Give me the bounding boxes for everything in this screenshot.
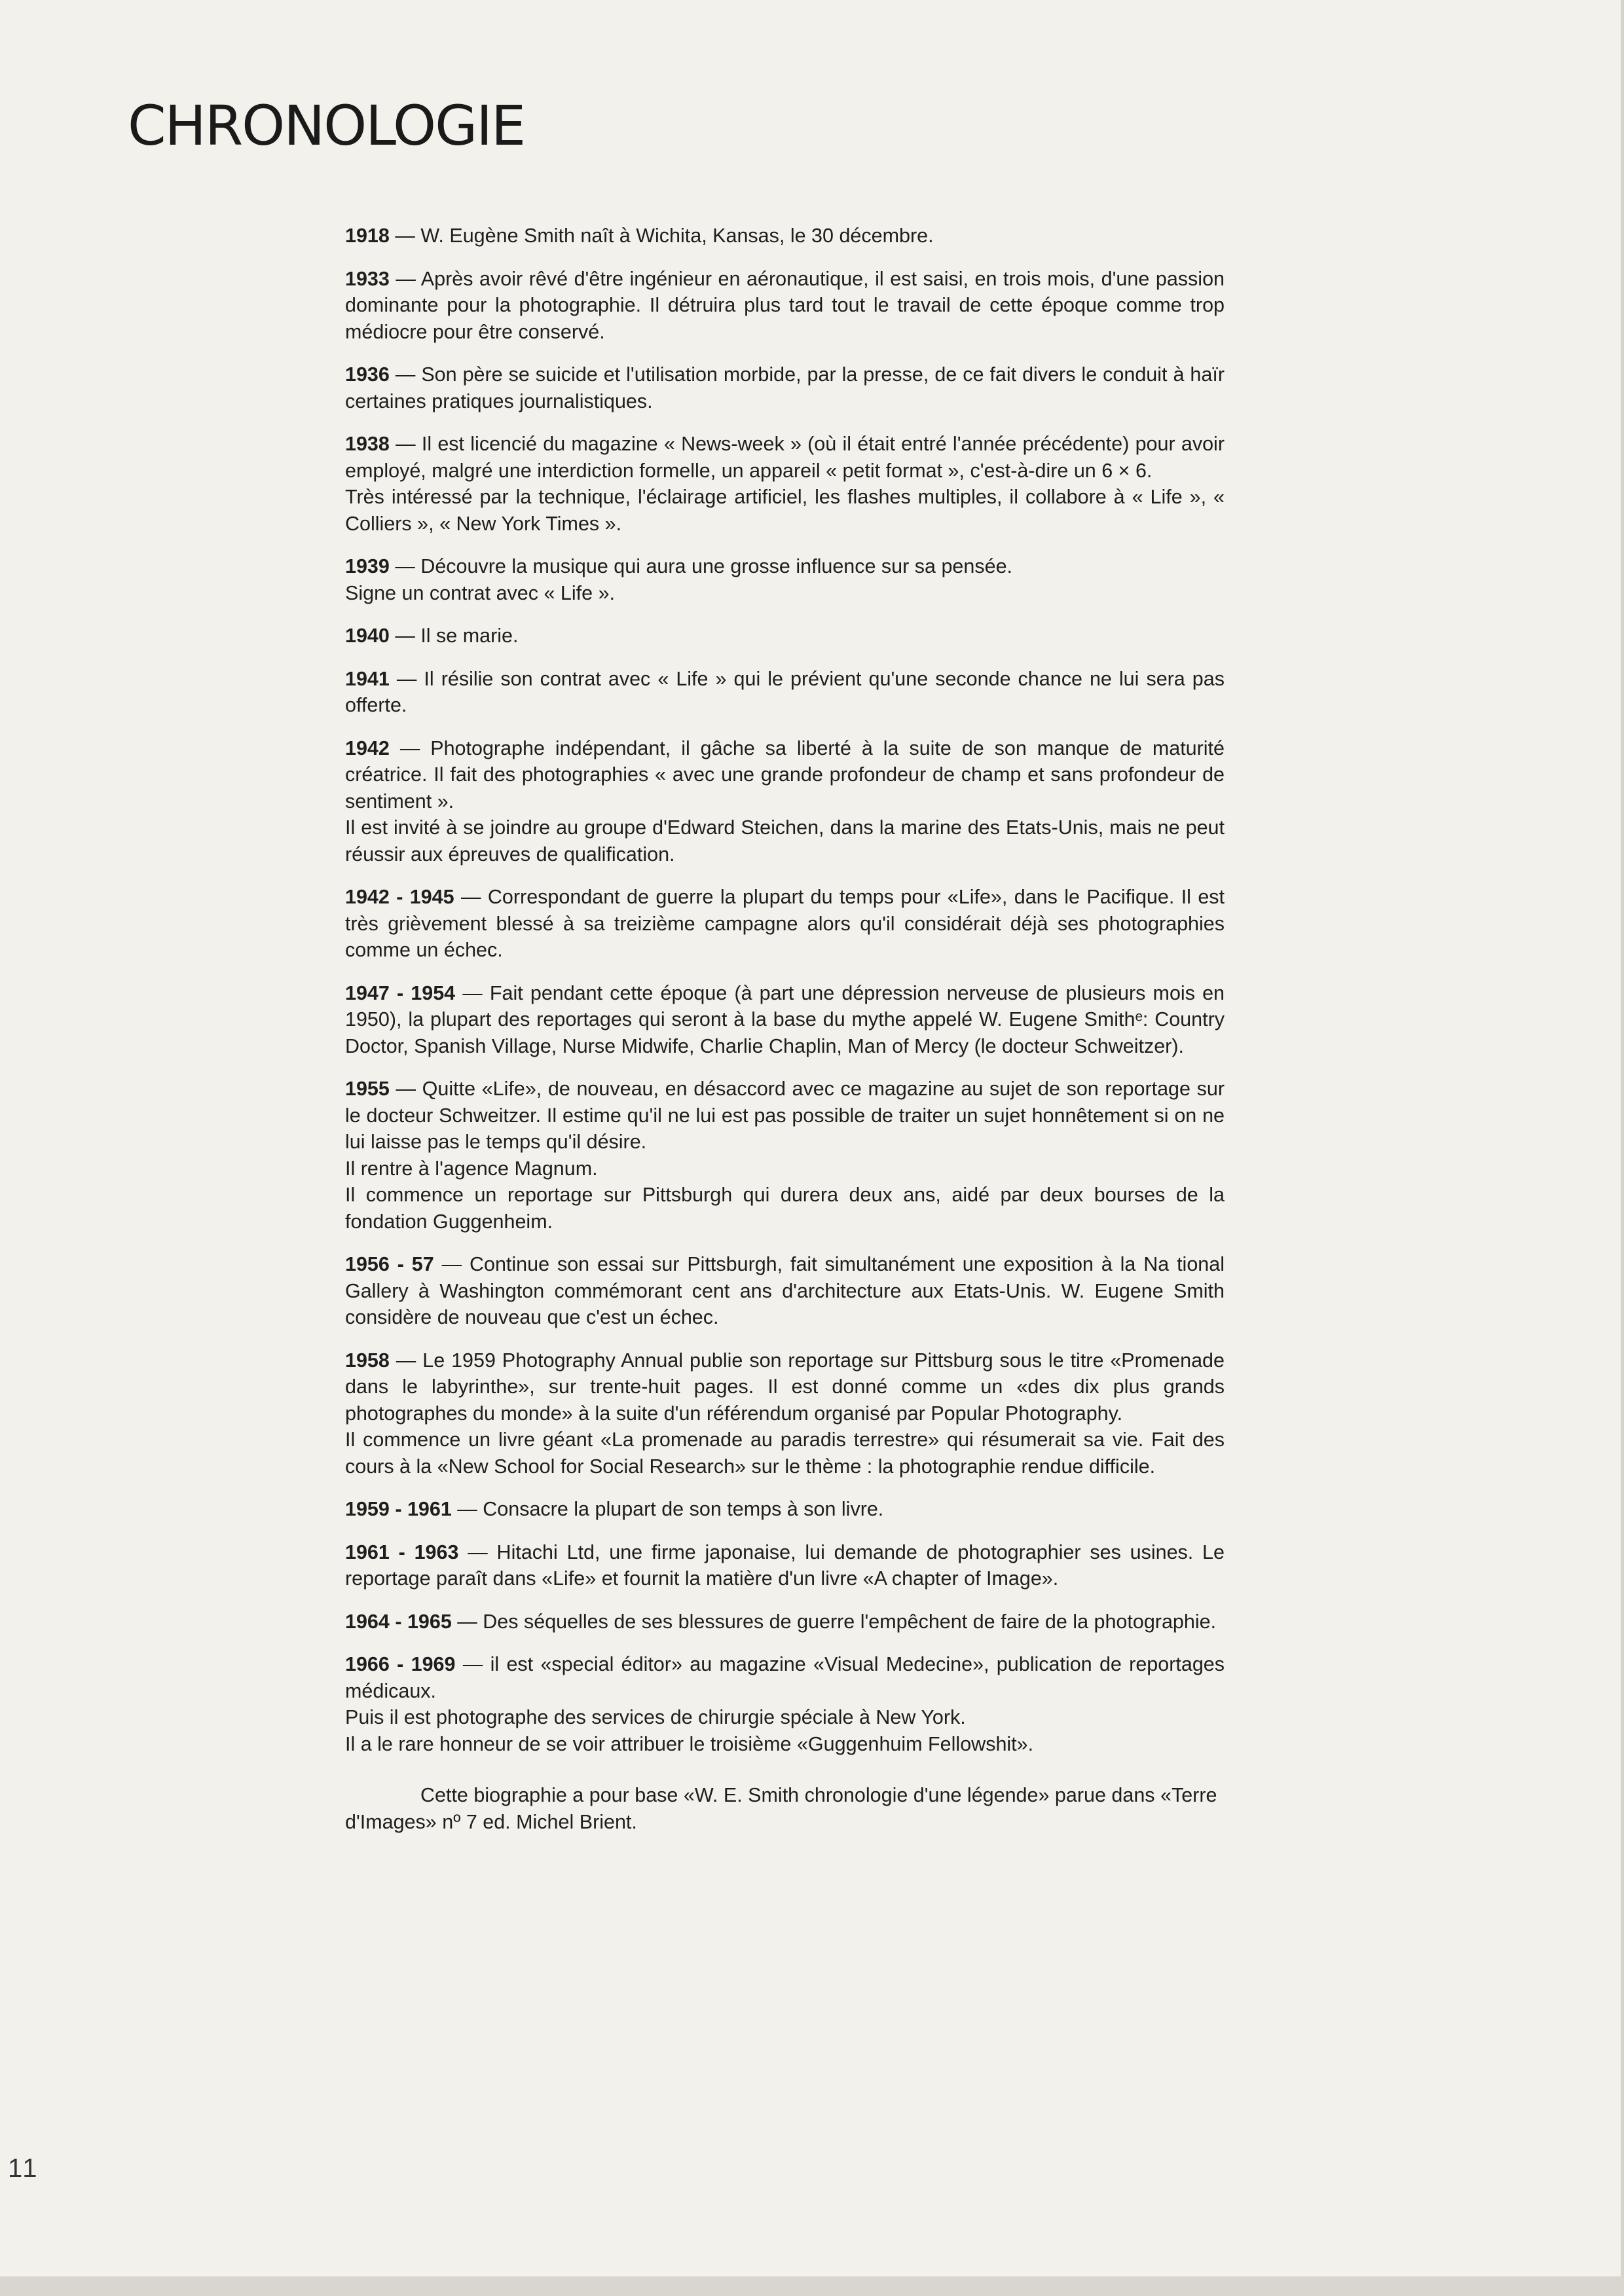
entry-paragraph [345,980,1225,1060]
page-edge-right [1621,0,1624,2296]
entry-paragraph [345,1496,1225,1523]
chronology-entry [345,223,1225,249]
chronology-entry [345,1651,1225,1757]
entry-text: — Après avoir rêvé d'être ingénieur en aéronautique, il est saisi, en trois mois, d'une passion dominante pour la photographie. Il détruira plus tard tout le travail de cette époque comme trop médiocre pour être conservé. [345,267,1225,343]
source-credit: Cette biographie a pour base «W. E. Smith chronologie d'une légende» parue dans «Terre d'Images» nº 7 ed. Michel Brient. [345,1784,1217,1833]
chronology-entry [345,361,1225,414]
chronology-entry [345,1539,1225,1592]
entry-text: — Fait pendant cette époque (à part une dépression nerveuse de plusieurs mois en 1950), la plupart des reportages qui seront à la base du mythe appelé W. Eugene Smithᵉ: Country Doctor, Spanish Village, Nurse Midwife, Charlie Chaplin, Man of Mercy (le docteur Schweitzer). [345,981,1225,1057]
entry-year: 1966 - 1969 [345,1653,456,1675]
entry-paragraph [345,1731,1225,1758]
entry-text: — Quitte «Life», de nouveau, en désaccord avec ce magazine au sujet de son reportage sur le docteur Schweitzer. Il estime qu'il ne lui est pas possible de traiter un sujet honnêtement si on ne lui laisse pas le temps qu'il désire. [345,1078,1225,1153]
entry-year: 1939 [345,555,390,577]
entry-paragraph [345,266,1225,346]
entry-text: — Consacre la plupart de son temps à son livre. [457,1498,884,1520]
chronology-entries [345,223,1225,1757]
chronology-entry [345,980,1225,1060]
chronology-entry [345,884,1225,964]
entry-year: 1955 [345,1078,390,1100]
page-number: 11 [8,2154,39,2183]
entry-paragraph [345,814,1225,867]
entry-year: 1942 - 1945 [345,886,454,908]
entry-text: — Photographe indépendant, il gâche sa liberté à la suite de son manque de maturité créatrice. Il fait des photographies « avec une grande profondeur de champ et sans profondeur de sentiment ». [345,737,1225,812]
entry-text: Puis il est photographe des services de chirurgie spéciale à New York. [345,1706,966,1728]
entry-text: — Le 1959 Photography Annual publie son reportage sur Pittsburg sous le titre «Promenade dans le labyrinthe», sur trente-huit pages. Il est donné comme un «des dix plus grands photographes du monde» à la suite d'un référendum organisé par Popular Photography. [345,1349,1225,1425]
entry-paragraph [345,484,1225,537]
entry-year: 1947 - 1954 [345,981,456,1004]
entry-year: 1933 [345,267,390,290]
entry-year: 1941 [345,667,390,690]
entry-paragraph [345,1251,1225,1331]
entry-text: — Il se marie. [395,625,519,647]
entry-year: 1956 - 57 [345,1253,434,1275]
entry-paragraph [345,553,1225,580]
chronology-entry [345,553,1225,606]
entry-paragraph [345,1427,1225,1480]
entry-text: — Des séquelles de ses blessures de guerre l'empêchent de faire de la photographie. [457,1610,1217,1633]
entry-year: 1958 [345,1349,390,1372]
entry-year: 1961 - 1963 [345,1540,459,1563]
entry-text: — W. Eugène Smith naît à Wichita, Kansas, le 30 décembre. [395,225,934,247]
chronology-entry [345,623,1225,649]
entry-paragraph [345,361,1225,414]
chronology-entry [345,1251,1225,1331]
entry-text: Il rentre à l'agence Magnum. [345,1157,598,1180]
entry-paragraph [345,223,1225,249]
entry-text: — Continue son essai sur Pittsburgh, fait simultanément une exposition à la Na tional Gallery à Washington commémorant cent ans d'architecture aux Etats-Unis. W. Eugene Smith considère de nouveau que c'est un échec. [345,1253,1225,1328]
chronology-entry [345,666,1225,719]
entry-paragraph [345,884,1225,964]
entry-text: — Hitachi Ltd, une firme japonaise, lui demande de photographier ses usines. Le reportage paraît dans «Life» et fournit la matière d'un livre «A chapter of Image». [345,1540,1225,1590]
entry-paragraph [345,1609,1225,1635]
page-edge-bottom [0,2276,1624,2296]
entry-text: — Correspondant de guerre la plupart du temps pour «Life», dans le Pacifique. Il est très grièvement blessé à sa treizième campagne alors qu'il considérait déjà ses photographies comme un échec. [345,886,1225,961]
entry-text: Il a le rare honneur de se voir attribuer le troisième «Guggenhuim Fellowshit». [345,1732,1034,1755]
entry-paragraph [345,431,1225,484]
entry-year: 1918 [345,225,390,247]
page-title: CHRONOLOGIE [128,94,525,158]
entry-text: Très intéressé par la technique, l'éclairage artificiel, les flashes multiples, il collabore à « Life », « Colliers », « New York Times ». [345,486,1225,535]
entry-text: Il commence un reportage sur Pittsburgh qui durera deux ans, aidé par deux bourses de la fondation Guggenheim. [345,1184,1225,1233]
entry-paragraph [345,1651,1225,1704]
entry-text: Il est invité à se joindre au groupe d'Edward Steichen, dans la marine des Etats-Unis, mais ne peut réussir aux épreuves de qualification. [345,816,1225,866]
chronology-entry [345,1076,1225,1235]
entry-year: 1959 - 1961 [345,1498,452,1520]
chronology-entry [345,266,1225,346]
entry-paragraph [345,1156,1225,1182]
entry-paragraph [345,1182,1225,1235]
entry-text: — Découvre la musique qui aura une grosse influence sur sa pensée. [395,555,1012,577]
entry-paragraph [345,666,1225,719]
entry-text: — Il est licencié du magazine « News-week » (où il était entré l'année précédente) pour avoir employé, malgré une interdiction formelle, un appareil « petit format », c'est-à-dire un 6 × 6. [345,433,1225,482]
entry-year: 1940 [345,625,390,647]
entry-paragraph [345,1347,1225,1427]
entry-text: — Il résilie son contrat avec « Life » qui le prévient qu'une seconde chance ne lui sera pas offerte. [345,667,1225,716]
entry-paragraph [345,1704,1225,1731]
chronology-entry [345,735,1225,868]
entry-paragraph [345,735,1225,815]
entry-paragraph [345,1539,1225,1592]
chronology-entry [345,1347,1225,1480]
entry-paragraph [345,580,1225,607]
entry-year: 1942 [345,737,390,759]
entry-text: Signe un contrat avec « Life ». [345,581,616,604]
chronology-entry [345,431,1225,537]
chronology-entry [345,1609,1225,1635]
entry-paragraph [345,623,1225,649]
entry-year: 1938 [345,433,390,455]
entry-text: Il commence un livre géant «La promenade au paradis terrestre» qui résumerait sa vie. Fait des cours à la «New School for Social Research» sur le thème : la photographie rendue difficile. [345,1429,1225,1478]
entry-year: 1964 - 1965 [345,1610,452,1633]
entry-text: — Son père se suicide et l'utilisation morbide, par la presse, de ce fait divers le conduit à haïr certaines pratiques journalistiques. [345,363,1225,412]
chronology-body [345,223,1225,1855]
entry-paragraph [345,1076,1225,1156]
entry-year: 1936 [345,363,390,386]
entry-text: — il est «special éditor» au magazine «Visual Medecine», publication de reportages médicaux. [345,1653,1225,1702]
chronology-entry [345,1496,1225,1523]
